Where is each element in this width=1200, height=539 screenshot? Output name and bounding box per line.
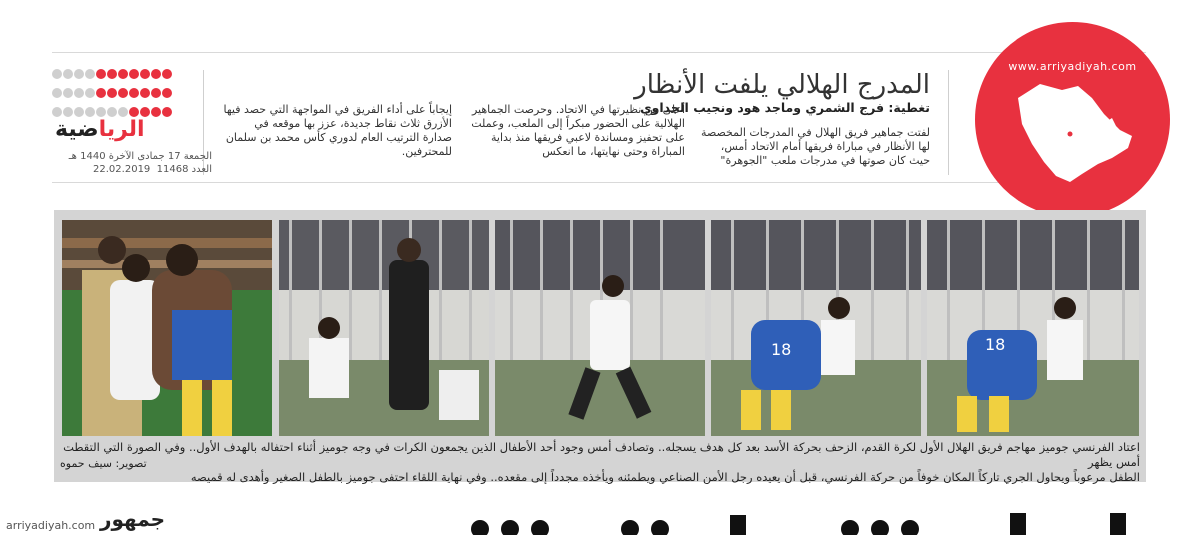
- decorative-dot: [85, 107, 95, 117]
- article-title: المدرج الهلالي يلفت الأنظار: [634, 70, 930, 100]
- photo-player-crawl-1: [711, 220, 921, 436]
- decorative-dot: [52, 107, 62, 117]
- decorative-dot: [118, 88, 128, 98]
- next-article-headline: جمهور: [100, 507, 166, 531]
- pub-day: الجمعة 17 جمادى الآخرة 1440 هـ: [68, 151, 212, 162]
- decorative-dot: [140, 69, 150, 79]
- decorative-dots: [52, 66, 188, 123]
- decorative-dot: [107, 69, 117, 79]
- decorative-dot: [63, 69, 73, 79]
- decorative-dot: [162, 88, 172, 98]
- column-divider: [948, 70, 949, 175]
- article-byline: تغطية: فرج الشمري وماجد هود ونجيب الجداوي: [640, 100, 930, 115]
- header-bottom-rule: [52, 182, 1146, 183]
- watermark: arriyadiyah.com: [6, 519, 96, 532]
- decorative-dot: [96, 88, 106, 98]
- decorative-dot: [129, 107, 139, 117]
- site-url: www.arriyadiyah.com: [1008, 60, 1137, 73]
- decorative-dot: [74, 107, 84, 117]
- article-column-1: لفتت جماهير فريق الهلال في المدرجات المخصصة لها الأنظار في مباراة فريقها أمام الاتحاد أمس، حيث كان صوتها في مدرجات ملعب "الجوهرة": [701, 126, 930, 167]
- decorative-dot: [85, 88, 95, 98]
- issue-label: العدد 11468: [156, 164, 212, 175]
- decorative-dot: [74, 88, 84, 98]
- decorative-dot: [151, 69, 161, 79]
- newspaper-logo: [55, 117, 145, 142]
- decorative-dot: [118, 107, 128, 117]
- decorative-dot: [52, 88, 62, 98]
- photo-player-crawl-2: [927, 220, 1139, 436]
- top-rule: [52, 52, 1146, 53]
- photo-hug: [62, 220, 272, 436]
- decorative-dot: [63, 88, 73, 98]
- decorative-dot: [107, 107, 117, 117]
- decorative-dot: [74, 69, 84, 79]
- logo-part-dark: ضية: [55, 117, 99, 142]
- pub-issue-line: [52, 163, 212, 176]
- article-column-2: أعلى من نظيرتها في الاتحاد. وحرصت الجماهير الهلالية على الحضور مبكراً إلى الملعب، وعملت على تحفيز ومساندة لاعبي فريقها منذ بداية المباراة وحتى نهايتها، ما انعكس: [471, 103, 685, 158]
- decorative-dot: [96, 69, 106, 79]
- saudi-map-icon: [1000, 78, 1140, 192]
- publication-date: [52, 150, 212, 176]
- pub-date: 22.02.2019: [93, 164, 151, 175]
- article-column-3: إيجاباً على أداء الفريق في المواجهة التي حصد فيها الأزرق ثلاث نقاط جديدة، عزز بها موقعه في صدارة الترتيب العام لدوري كأس محمد بن سلمان للمحترفين.: [223, 103, 452, 158]
- decorative-dot: [129, 88, 139, 98]
- decorative-dot: [140, 88, 150, 98]
- decorative-dot: [52, 69, 62, 79]
- decorative-dot: [162, 107, 172, 117]
- photo-boy-running: [495, 220, 705, 436]
- caption-line-1: اعتاد الفرنسي جوميز مهاجم فريق الهلال الأول لكرة القدم، الزحف بحركة الأسد بعد كل هدف يسجله.. وتصادف أمس وجود أحد الأطفال الذين يجمعون الكرات في وجه جوميز أثناء احتفاله بالهدف الأول.. وفي الصورة التي التقطت أمس يظهر: [63, 440, 1140, 469]
- decorative-dot: [140, 107, 150, 117]
- decorative-dot: [162, 69, 172, 79]
- dot-row: [52, 66, 188, 85]
- caption-line-2: الطفل مرعوباً ويحاول الجري تاركاً المكان خوفاً من حركة الفرنسي، قبل أن يعيده رجل الأمن الصناعي ويطمئنه ويأخذه مجدداً إلى مقعده.. وفي نهاية اللقاء احتفى جوميز بالطفل الصغير وأهدى له قميصه: [190, 470, 1140, 484]
- photo-caption: [60, 440, 1140, 485]
- decorative-dot: [107, 88, 117, 98]
- dot-row: [52, 85, 188, 104]
- decorative-dot: [151, 88, 161, 98]
- next-headline-glyphs: [470, 505, 1170, 539]
- decorative-dot: [129, 69, 139, 79]
- decorative-dot: [63, 107, 73, 117]
- photo-credit: تصوير: سيف حموه: [60, 457, 147, 470]
- jersey-number: 18: [985, 335, 1006, 354]
- jersey-number: 18: [771, 340, 792, 359]
- decorative-dot: [96, 107, 106, 117]
- decorative-dot: [151, 107, 161, 117]
- photo-guard-boy: [279, 220, 489, 436]
- decorative-dot: [85, 69, 95, 79]
- logo-part-red: الريا: [98, 117, 145, 142]
- decorative-dot: [118, 69, 128, 79]
